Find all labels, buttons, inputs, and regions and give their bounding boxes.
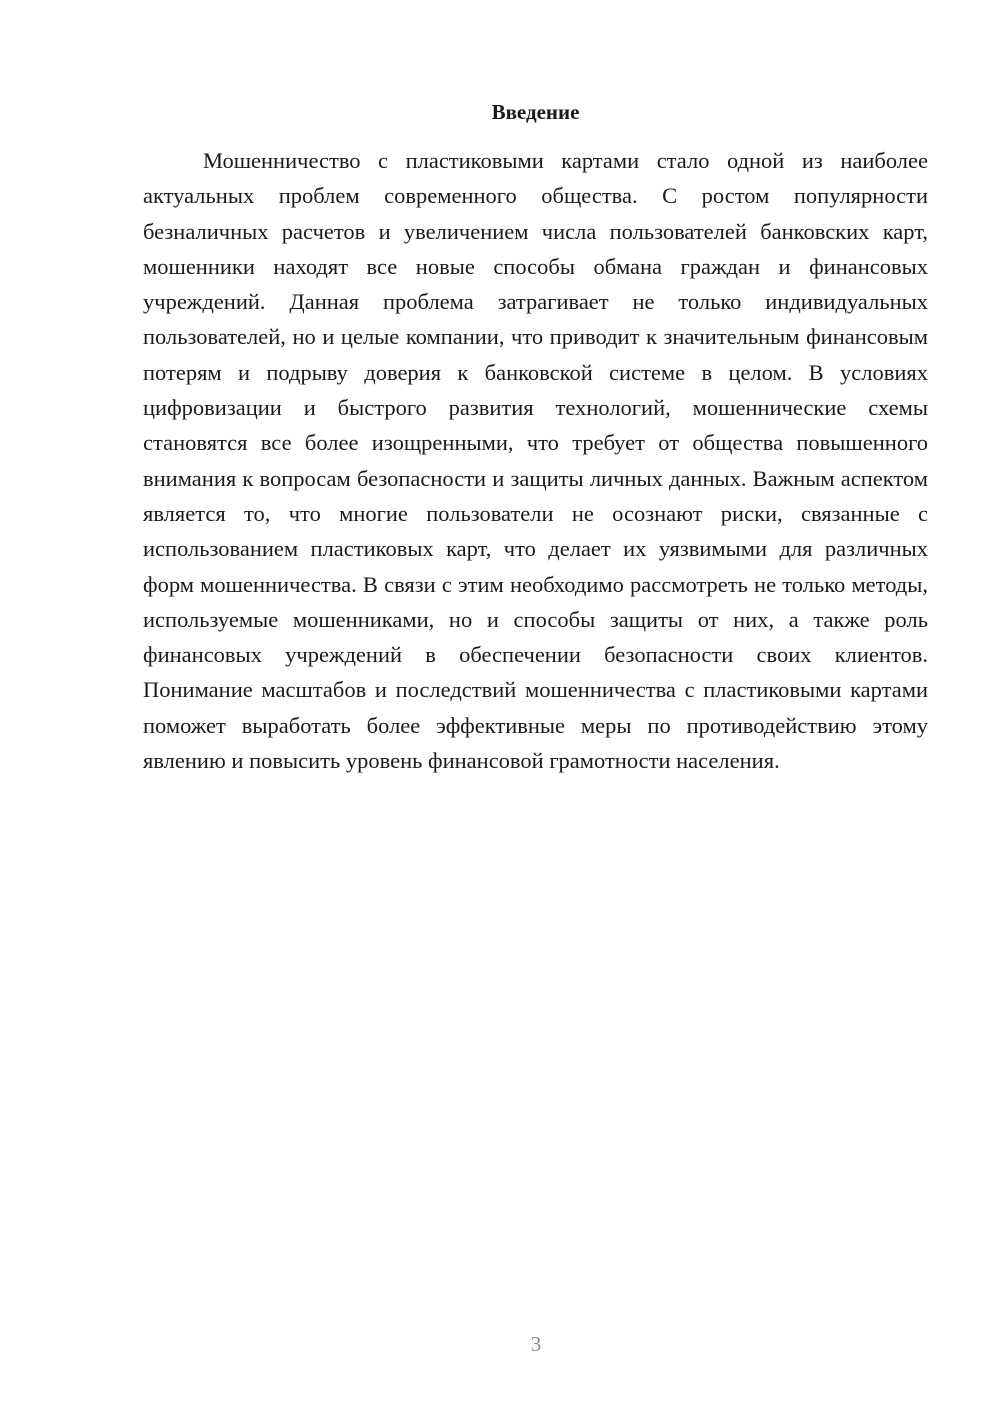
section-heading: Введение xyxy=(491,100,580,124)
page-number: 3 xyxy=(530,1332,542,1356)
body-paragraph: Мошенничество с пластиковыми картами стало одной из наиболее актуальных проблем современного общества. С ростом популярности безналичных расчетов и увеличением числа пользователей банковских карт, мошенники находят все новые способы обмана граждан и финансовых учреждений. Данная проблема затрагивает не только индивидуальных пользователей, но и целые компании, что приводит к значительным финансовым потерям и подрыву доверия к банковской системе в целом. В условиях цифровизации и быстрого развития технологий, мошеннические схемы становятся все более изощренными, что требует от общества повышенного внимания к вопросам безопасности и защиты личных данных. Важным аспектом является то, что многие пользователи не осознают риски, связанные с использованием пластиковых карт, что делает их уязвимыми для различных форм мошенничества. В связи с этим необходимо рассмотреть не только методы, используемые мошенниками, но и способы защиты от них, а также роль финансовых учреждений в обеспечении безопасности своих клиентов. Понимание масштабов и последствий мошенничества с пластиковыми картами поможет выработать более эффективные меры по противодействию этому явлению и повысить уровень финансовой грамотности населения. xyxy=(143,148,928,774)
